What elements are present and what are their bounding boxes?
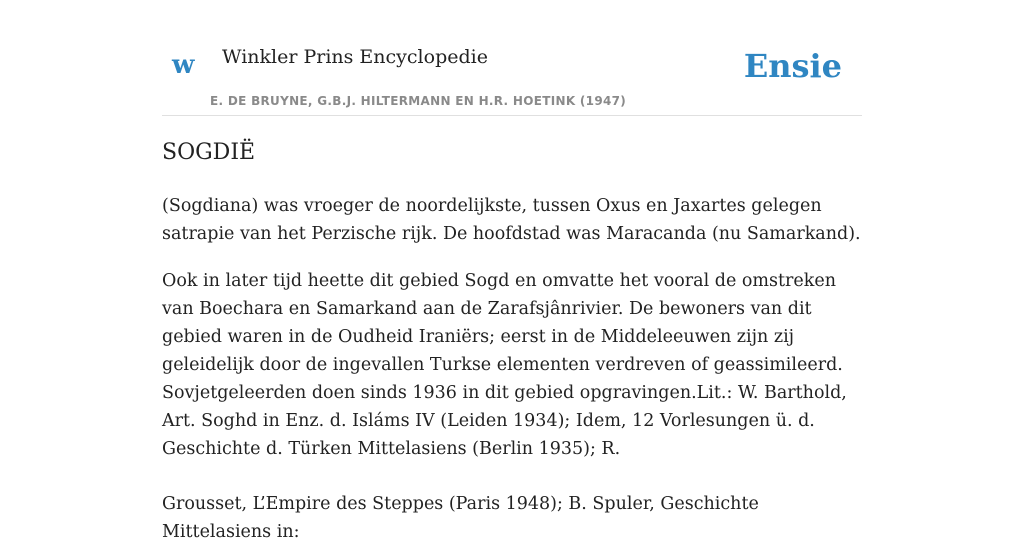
entry-paragraph: Grousset, L’Empire des Steppes (Paris 1948); B. Spuler, Geschichte Mittelasiens in: [162,494,759,542]
publication-title[interactable]: Winkler Prins Encyclopedie [222,46,488,68]
entry-title: SOGDIË [162,140,256,165]
entry-paragraph: Ook in later tijd heette dit gebied Sogd en omvatte het vooral de omstreken van Boechara en Samarkand aan de Zarafsjânrivier. De bewoners van dit gebied waren in de Oudheid Iraniërs; eerst in de Middeleeuwen zijn zij geleidelijk door de ingevallen Turkse elementen verdreven of geassimileerd. Sovjetgeleerden doen sinds 1936 in dit gebied opgravingen.Lit.: W. Barthold, Art. Soghd in Enz. d. Isláms IV (Leiden 1934); Idem, 12 Vorlesungen ü. d. Geschichte d. Türken Mittelasiens (Berlin 1935); R. [162,271,847,459]
entry-paragraph: (Sogdiana) was vroeger de noordelijkste, tussen Oxus en Jaxartes gelegen satrapie van het Perzische rijk. De hoofdstad was Maracanda (nu Samarkand). [162,196,861,244]
ensie-brand-link[interactable]: Ensie [743,47,842,85]
publication-authors: E. DE BRUYNE, G.B.J. HILTERMANN EN H.R. HOETINK (1947) [210,94,627,108]
article-page [162,0,862,542]
publication-header [162,0,862,116]
publication-logo-icon[interactable]: w [172,50,195,80]
